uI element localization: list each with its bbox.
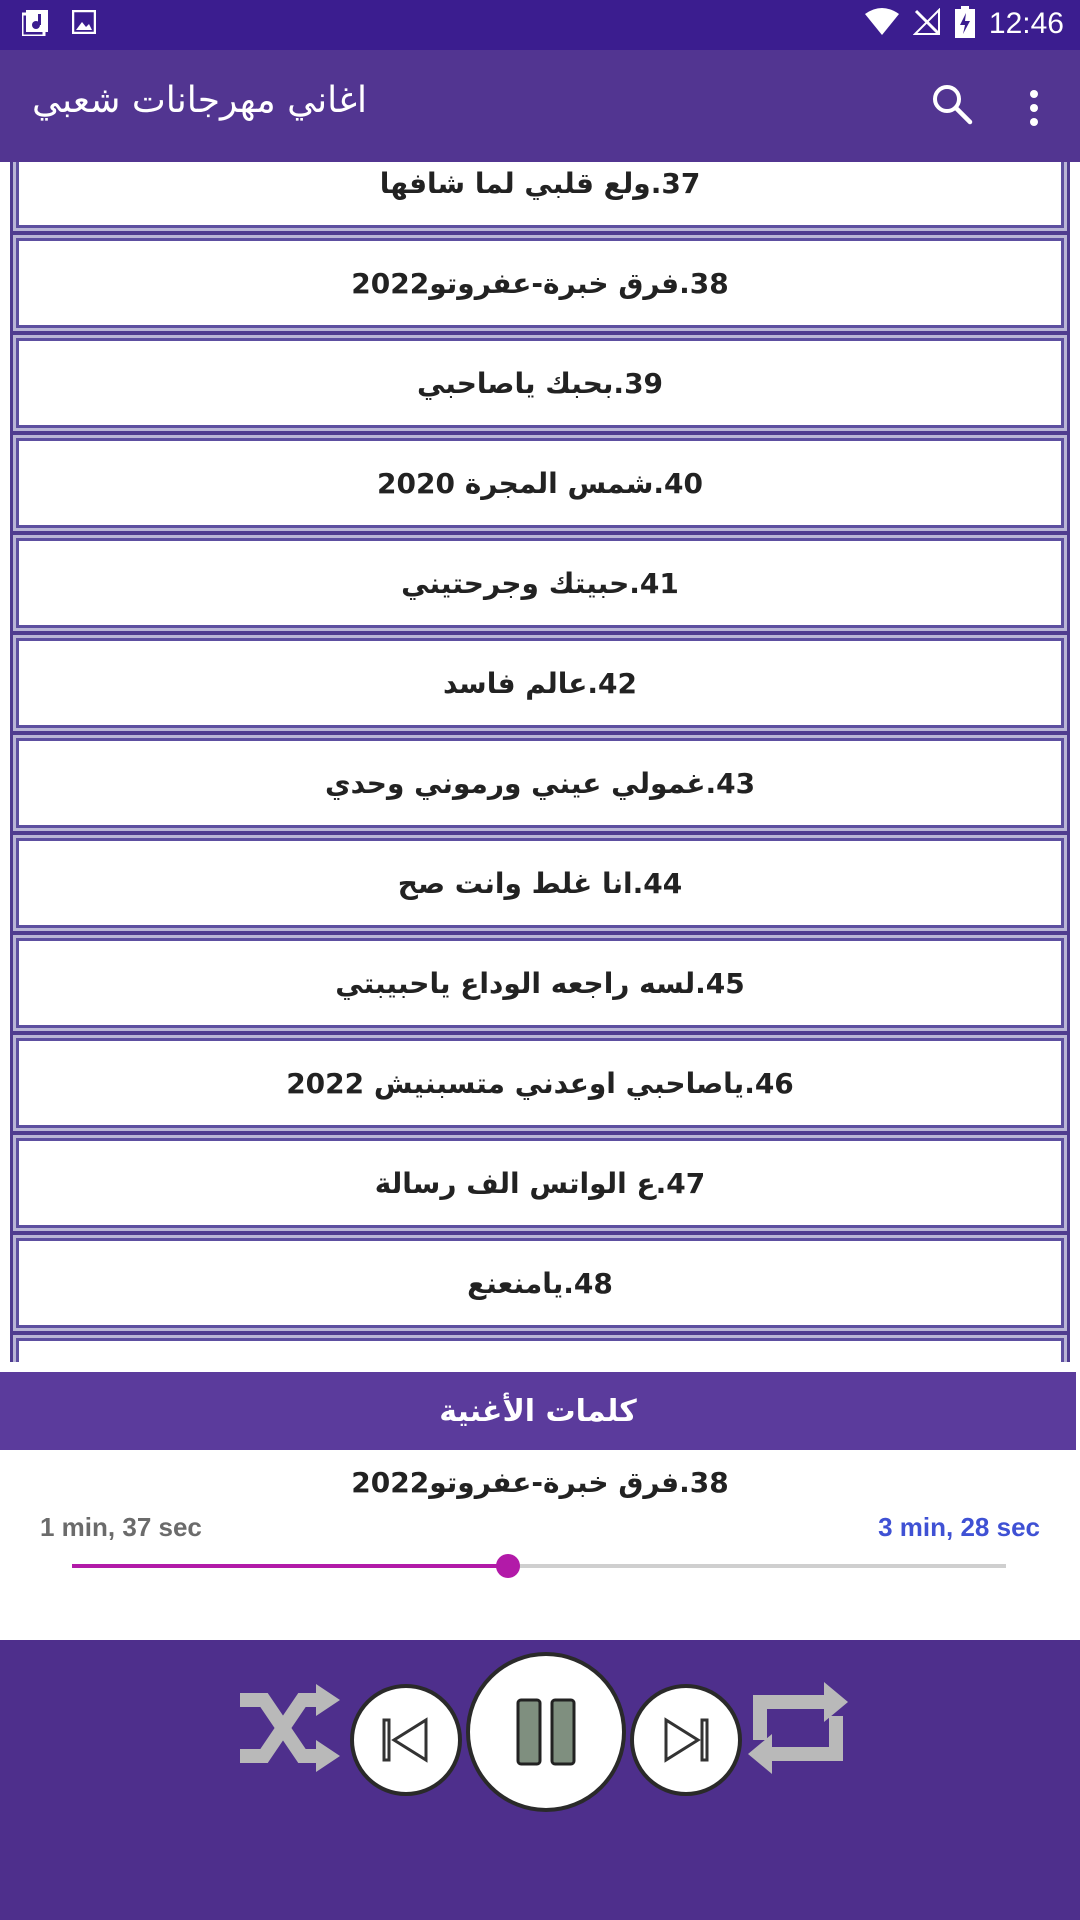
music-notification-icon: [22, 10, 48, 40]
song-item[interactable]: [16, 1238, 1064, 1328]
song-label: 37.ولع قلبي لما شافها: [379, 166, 701, 200]
song-label: 46.ياصاحبي اوعدني متسبنيش 2022: [286, 1066, 794, 1100]
seek-bar[interactable]: [72, 1564, 1006, 1568]
player-info: [0, 1450, 1080, 1640]
next-icon: [658, 1712, 714, 1768]
seek-thumb[interactable]: [496, 1554, 520, 1578]
song-item[interactable]: [16, 1038, 1064, 1128]
song-item[interactable]: [16, 338, 1064, 428]
more-vert-icon[interactable]: [1020, 86, 1048, 130]
lyrics-button[interactable]: [0, 1372, 1076, 1450]
app-bar: [0, 50, 1080, 162]
song-item[interactable]: [16, 438, 1064, 528]
previous-icon: [378, 1712, 434, 1768]
song-label: 43.غمولي عيني ورموني وحدي: [324, 766, 756, 800]
next-button[interactable]: [630, 1684, 742, 1796]
wifi-icon: [865, 8, 899, 40]
song-label: 42.عالم فاسد: [442, 666, 638, 700]
song-item[interactable]: [16, 638, 1064, 728]
song-label: 38.فرق خبرة-عفروتو2022: [351, 266, 729, 300]
song-label: 45.لسه راجعه الوداع ياحبيبتي: [335, 966, 745, 1000]
elapsed-time: 1 min, 37 sec: [40, 1512, 202, 1542]
song-item[interactable]: [16, 538, 1064, 628]
song-label: 40.شمس المجرة 2020: [377, 466, 703, 500]
app-title: اغاني مهرجانات شعبي: [32, 80, 367, 121]
repeat-icon[interactable]: [744, 1676, 852, 1784]
pause-icon: [510, 1696, 582, 1768]
song-label: 47.ع الواتس الف رسالة: [374, 1166, 706, 1200]
song-item-partial[interactable]: [16, 1338, 1064, 1362]
song-item[interactable]: [16, 738, 1064, 828]
clock: 12:46: [988, 7, 1064, 40]
song-label: 48.يامنعنع: [467, 1266, 613, 1300]
song-item[interactable]: [16, 938, 1064, 1028]
song-label: 41.حبيتك وجرحتيني: [401, 566, 679, 600]
song-label: 39.بحبك ياصاحبي: [416, 366, 664, 400]
song-list[interactable]: [10, 162, 1070, 1362]
song-item[interactable]: [16, 162, 1064, 228]
song-item[interactable]: [16, 838, 1064, 928]
lyrics-button-label: كلمات الأغنية: [439, 1393, 637, 1429]
playback-controls: [0, 1640, 1080, 1920]
no-signal-icon: [913, 8, 941, 40]
search-icon[interactable]: [930, 82, 974, 126]
previous-button[interactable]: [350, 1684, 462, 1796]
song-item[interactable]: [16, 238, 1064, 328]
now-playing-title: 38.فرق خبرة-عفروتو2022: [351, 1466, 729, 1499]
image-notification-icon: [72, 10, 96, 40]
seek-progress: [72, 1564, 508, 1568]
status-bar: [0, 0, 1080, 50]
song-label: 44.انا غلط وانت صح: [397, 866, 683, 900]
pause-button[interactable]: [466, 1652, 626, 1812]
total-duration: 3 min, 28 sec: [878, 1512, 1040, 1542]
battery-charging-icon: [955, 6, 975, 42]
shuffle-icon[interactable]: [236, 1684, 340, 1780]
song-item[interactable]: [16, 1138, 1064, 1228]
